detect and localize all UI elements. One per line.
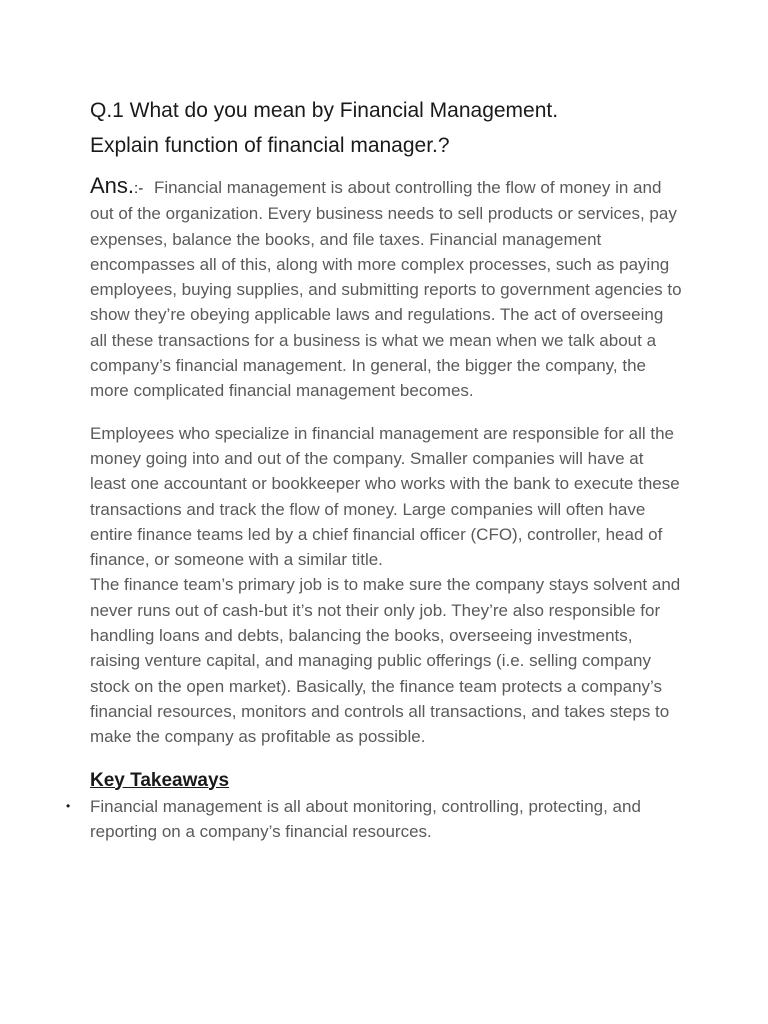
key-takeaways-heading: Key Takeaways	[90, 769, 230, 791]
answer-text: Financial management is about controlling the flow of money in and out of the organization. Every business needs to sell products or services, pay expenses, balance the books, and file taxes. Financial management encompasses all of this, along with more complex processes, such as paying employees, buying supplies, and submitting reports to government agencies to show they’re obeying applicable laws and regulations. The act of overseeing all these transactions for a business is what we mean when we talk about a company’s financial management. In general, the bigger the company, the more complicated financial management becomes.	[90, 178, 682, 401]
key-takeaways-list	[66, 794, 682, 845]
bullet-icon: •	[66, 798, 71, 813]
question-heading	[90, 93, 682, 163]
list-item	[66, 794, 682, 845]
question-line-1: Q.1 What do you mean by Financial Management.	[90, 99, 559, 122]
list-item-text: Financial management is all about monitoring, controlling, protecting, and reporting on a company’s financial resources.	[90, 796, 641, 841]
answer-paragraph	[90, 173, 682, 404]
answer-label: Ans.	[90, 173, 135, 198]
document-content	[66, 93, 682, 844]
body-paragraph-1: Employees who specialize in financial management are responsible for all the money going into and out of the company. Smaller companies will have at least one accountant or bookkeeper who works with the bank to execute these transactions and track the flow of money. Large companies will often have entire finance teams led by a chief financial officer (CFO), controller, head of finance, or someone with a similar title.	[90, 423, 680, 570]
body-paragraph-2: The finance team’s primary job is to make sure the company stays solvent and never runs out of cash-but it’s not their only job. They’re also responsible for handling loans and debts, balancing the books, overseeing investments, raising venture capital, and managing public offerings (i.e. selling company stock on the open market). Basically, the finance team protects a company’s financial resources, monitors and controls all transactions, and takes steps to make the company as profitable as possible.	[90, 575, 681, 747]
question-line-2: Explain function of financial manager.?	[90, 134, 450, 157]
answer-separator: :-	[134, 180, 144, 197]
